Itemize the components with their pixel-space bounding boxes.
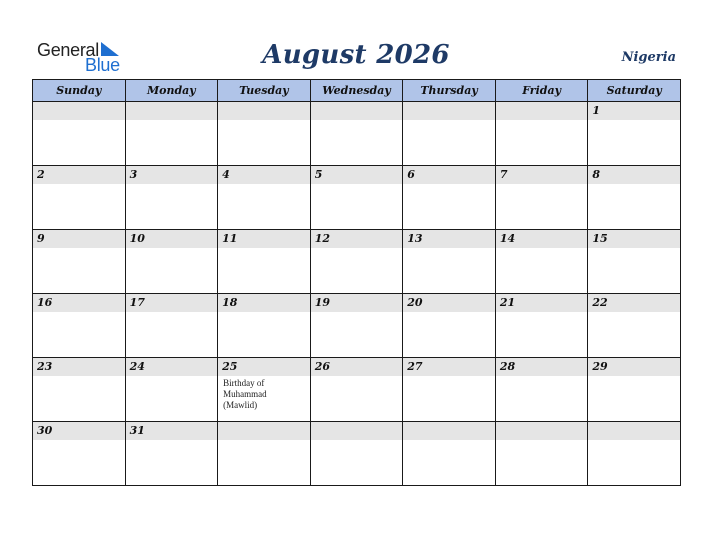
day-number: 26 — [314, 360, 330, 373]
day-number-bar — [496, 358, 588, 376]
day-number-bar — [126, 422, 218, 440]
day-number-bar — [311, 102, 403, 120]
empty-day-cell — [310, 422, 403, 486]
day-number: 13 — [407, 232, 423, 245]
empty-day-cell — [125, 102, 218, 166]
logo-word-blue: Blue — [85, 55, 120, 75]
day-number: 9 — [37, 232, 45, 245]
day-number-bar — [218, 294, 310, 312]
day-cell — [495, 166, 588, 230]
day-cell — [125, 422, 218, 486]
day-number: 5 — [314, 168, 323, 181]
day-number: 30 — [37, 424, 53, 437]
day-number-bar — [588, 166, 680, 184]
week-row — [33, 102, 681, 166]
day-number-bar — [218, 358, 310, 376]
week-row — [33, 230, 681, 294]
day-number: 12 — [314, 232, 330, 245]
week-row — [33, 166, 681, 230]
day-number-bar — [218, 422, 310, 440]
empty-day-cell — [33, 102, 126, 166]
day-number-bar — [588, 294, 680, 312]
day-cell — [588, 294, 681, 358]
day-cell — [33, 166, 126, 230]
day-number: 6 — [407, 168, 415, 181]
logo-word-general: General — [37, 40, 99, 60]
day-cell — [495, 358, 588, 422]
day-cell — [310, 166, 403, 230]
weekday-friday: Friday — [495, 80, 588, 102]
week-row — [33, 422, 681, 486]
day-number: 16 — [37, 296, 53, 309]
empty-day-cell — [310, 102, 403, 166]
day-number-bar — [588, 230, 680, 248]
day-cell — [310, 230, 403, 294]
day-number-bar — [33, 166, 125, 184]
day-number: 24 — [129, 360, 145, 373]
day-number-bar — [588, 358, 680, 376]
day-number-bar — [33, 422, 125, 440]
day-cell — [495, 230, 588, 294]
day-cell — [33, 358, 126, 422]
day-number-bar — [496, 422, 588, 440]
day-number-bar — [33, 358, 125, 376]
day-number: 31 — [129, 424, 145, 437]
empty-day-cell — [403, 422, 496, 486]
day-number: 22 — [592, 296, 608, 309]
day-number-bar — [33, 102, 125, 120]
day-number-bar — [496, 230, 588, 248]
day-cell — [310, 358, 403, 422]
day-number: 25 — [222, 360, 238, 373]
day-number-bar — [126, 230, 218, 248]
day-number-bar — [218, 230, 310, 248]
weekday-tuesday: Tuesday — [218, 80, 311, 102]
day-number-bar — [33, 230, 125, 248]
day-cell — [218, 358, 311, 422]
empty-day-cell — [218, 102, 311, 166]
day-number-bar — [126, 166, 218, 184]
day-cell — [218, 230, 311, 294]
day-number: 11 — [222, 232, 238, 245]
day-cell — [33, 230, 126, 294]
day-number: 29 — [592, 360, 608, 373]
day-number-bar — [403, 230, 495, 248]
day-cell — [310, 294, 403, 358]
day-number-bar — [126, 102, 218, 120]
day-number: 21 — [499, 296, 516, 309]
day-number-bar — [403, 294, 495, 312]
day-number-bar — [218, 166, 310, 184]
weekday-monday: Monday — [125, 80, 218, 102]
day-cell — [403, 358, 496, 422]
weekday-thursday: Thursday — [403, 80, 496, 102]
holiday-event: Birthday of Muhammad (Mawlid) — [223, 378, 267, 410]
day-number: 3 — [129, 168, 138, 181]
weekday-header-row — [33, 80, 681, 102]
day-number-bar — [311, 294, 403, 312]
day-number: 28 — [499, 360, 516, 373]
day-cell — [403, 166, 496, 230]
day-cell — [495, 294, 588, 358]
day-number-bar — [403, 102, 495, 120]
day-number: 1 — [592, 104, 601, 117]
day-number: 20 — [407, 296, 423, 309]
day-number: 27 — [407, 360, 423, 373]
day-cell — [588, 166, 681, 230]
week-row — [33, 294, 681, 358]
day-number: 2 — [37, 168, 45, 181]
page-title: August 2026 — [262, 40, 450, 70]
empty-day-cell — [403, 102, 496, 166]
day-number: 14 — [499, 232, 516, 245]
day-number-bar — [126, 358, 218, 376]
day-number-bar — [496, 294, 588, 312]
day-number-bar — [403, 422, 495, 440]
day-cell — [33, 422, 126, 486]
weekday-sunday: Sunday — [33, 80, 126, 102]
day-number: 23 — [37, 360, 53, 373]
day-cell — [125, 294, 218, 358]
day-cell — [125, 230, 218, 294]
day-cell — [403, 294, 496, 358]
day-cell — [588, 102, 681, 166]
day-cell — [403, 230, 496, 294]
day-number-bar — [311, 230, 403, 248]
empty-day-cell — [495, 102, 588, 166]
day-number-bar — [33, 294, 125, 312]
day-cell — [588, 358, 681, 422]
day-cell — [125, 358, 218, 422]
day-number-bar — [126, 294, 218, 312]
day-number-bar — [496, 102, 588, 120]
day-number-bar — [403, 358, 495, 376]
empty-day-cell — [218, 422, 311, 486]
day-number-bar — [588, 422, 680, 440]
empty-day-cell — [495, 422, 588, 486]
calendar-grid — [32, 79, 681, 486]
day-number: 15 — [592, 232, 608, 245]
day-cell — [33, 294, 126, 358]
empty-day-cell — [588, 422, 681, 486]
day-number-bar — [311, 422, 403, 440]
day-number-bar — [403, 166, 495, 184]
week-row — [33, 358, 681, 422]
day-number: 17 — [129, 296, 145, 309]
day-cell — [218, 294, 311, 358]
day-number: 19 — [314, 296, 330, 309]
day-cell — [218, 166, 311, 230]
weekday-saturday: Saturday — [588, 80, 681, 102]
day-number: 7 — [499, 168, 508, 181]
day-cell — [125, 166, 218, 230]
day-number-bar — [311, 166, 403, 184]
weekday-wednesday: Wednesday — [310, 80, 403, 102]
day-number-bar — [311, 358, 403, 376]
day-number-bar — [588, 102, 680, 120]
day-number: 10 — [129, 232, 145, 245]
day-number-bar — [496, 166, 588, 184]
day-number: 8 — [592, 168, 601, 181]
country-label: Nigeria — [621, 50, 676, 65]
day-number: 4 — [222, 168, 230, 181]
day-number: 18 — [222, 296, 238, 309]
day-number-bar — [218, 102, 310, 120]
day-cell — [588, 230, 681, 294]
